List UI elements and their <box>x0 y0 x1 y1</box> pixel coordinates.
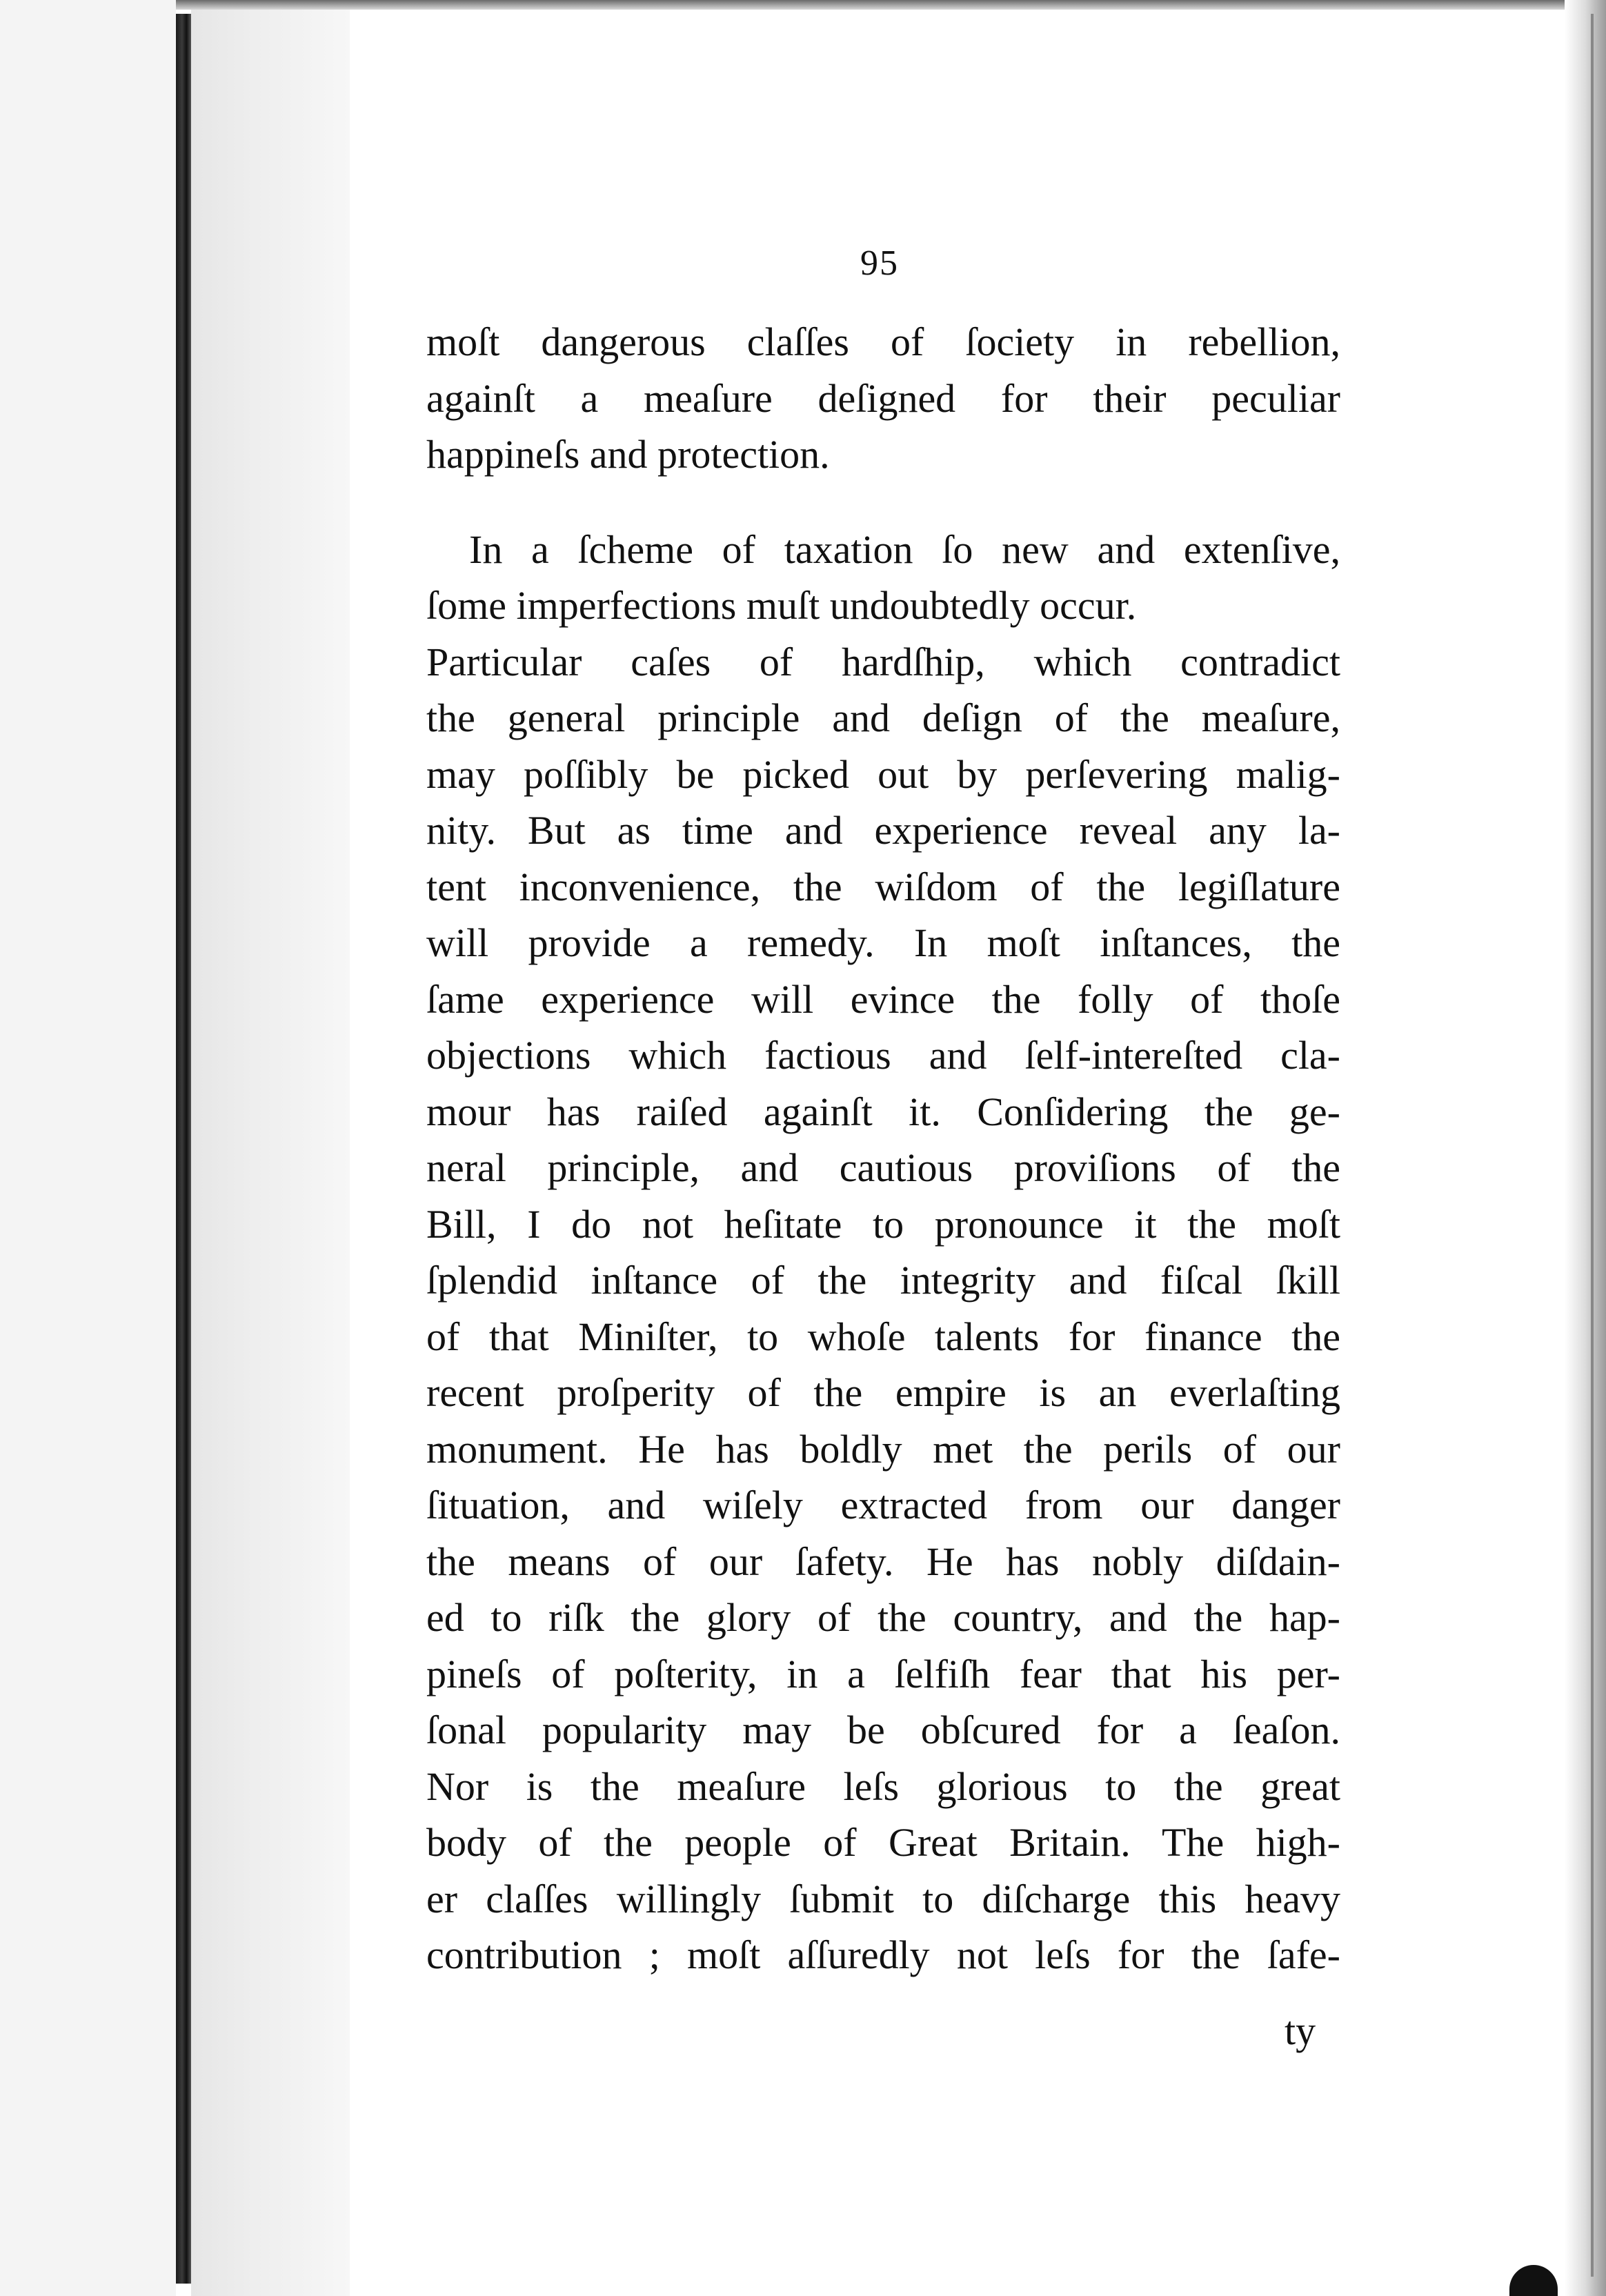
text-line: objections which factious and ſelf-intereſted cla- <box>426 1033 1340 1078</box>
book-binding <box>176 14 191 2284</box>
text-line: ſituation, and wiſely extracted from our danger <box>426 1483 1340 1527</box>
catchword: ty <box>1285 2008 1316 2053</box>
top-page-edge <box>176 0 1606 10</box>
text-line: In a ſcheme of taxation ſo new and extenſive, <box>469 526 1340 572</box>
page-number: 95 <box>860 244 899 283</box>
text-line: ſame experience will evince the folly of thoſe <box>426 976 1340 1022</box>
text-line: will provide a remedy. In moſt inſtances, the <box>426 920 1340 965</box>
text-line: againſt a meaſure deſigned for their peculiar <box>426 375 1340 421</box>
text-line: contribution ; moſt aſſuredly not leſs for the ſafe- <box>426 1932 1340 1977</box>
text-line: may poſſibly be picked out by perſevering malig- <box>426 751 1340 797</box>
text-line: ed to riſk the glory of the country, and the hap- <box>426 1595 1340 1640</box>
text-line: Nor is the meaſure leſs glorious to the great <box>426 1763 1340 1809</box>
text-line: ſome imperfections muſt undoubtedly occur. <box>426 583 1137 628</box>
text-line: moſt dangerous claſſes of ſociety in rebellion, <box>426 319 1340 364</box>
text-line: body of the people of Great Britain. The high- <box>426 1820 1340 1865</box>
text-line: Bill, I do not heſitate to pronounce it the moſt <box>426 1201 1340 1247</box>
text-line: recent proſperity of the empire is an everlaſting <box>426 1370 1340 1415</box>
text-line: the general principle and deſign of the meaſure, <box>426 695 1340 740</box>
facing-page-edge <box>0 0 176 2296</box>
text-line: pineſs of poſterity, in a ſelfiſh fear that his per- <box>426 1651 1340 1696</box>
text-line: of that Miniſter, to whoſe talents for finance the <box>426 1314 1340 1359</box>
right-page-edge <box>1565 0 1606 2296</box>
text-line: ſplendid inſtance of the integrity and fiſcal ſkill <box>426 1258 1340 1303</box>
text-line: monument. He has boldly met the perils of our <box>426 1426 1340 1472</box>
text-line: neral principle, and cautious proviſions of the <box>426 1145 1340 1190</box>
text-line: the means of our ſafety. He has nobly diſdain- <box>426 1538 1340 1584</box>
body-text <box>426 314 1340 1983</box>
text-line: tent inconvenience, the wiſdom of the legiſlature <box>426 864 1340 909</box>
paragraph-gap <box>426 483 1340 522</box>
scan-corner-mark <box>1509 2265 1558 2296</box>
text-line: happineſs and protection. <box>426 432 830 477</box>
text-line: mour has raiſed againſt it. Conſidering the ge- <box>426 1089 1340 1134</box>
right-edge-line <box>1591 14 1594 2277</box>
gutter-shadow <box>191 0 350 2296</box>
text-line: ſonal popularity may be obſcured for a ſeaſon. <box>426 1708 1340 1752</box>
text-line: er claſſes willingly ſubmit to diſcharge this heavy <box>426 1876 1340 1921</box>
text-line: Particular caſes of hardſhip, which contradict <box>426 639 1340 684</box>
text-line: nity. But as time and experience reveal any la- <box>426 808 1340 853</box>
